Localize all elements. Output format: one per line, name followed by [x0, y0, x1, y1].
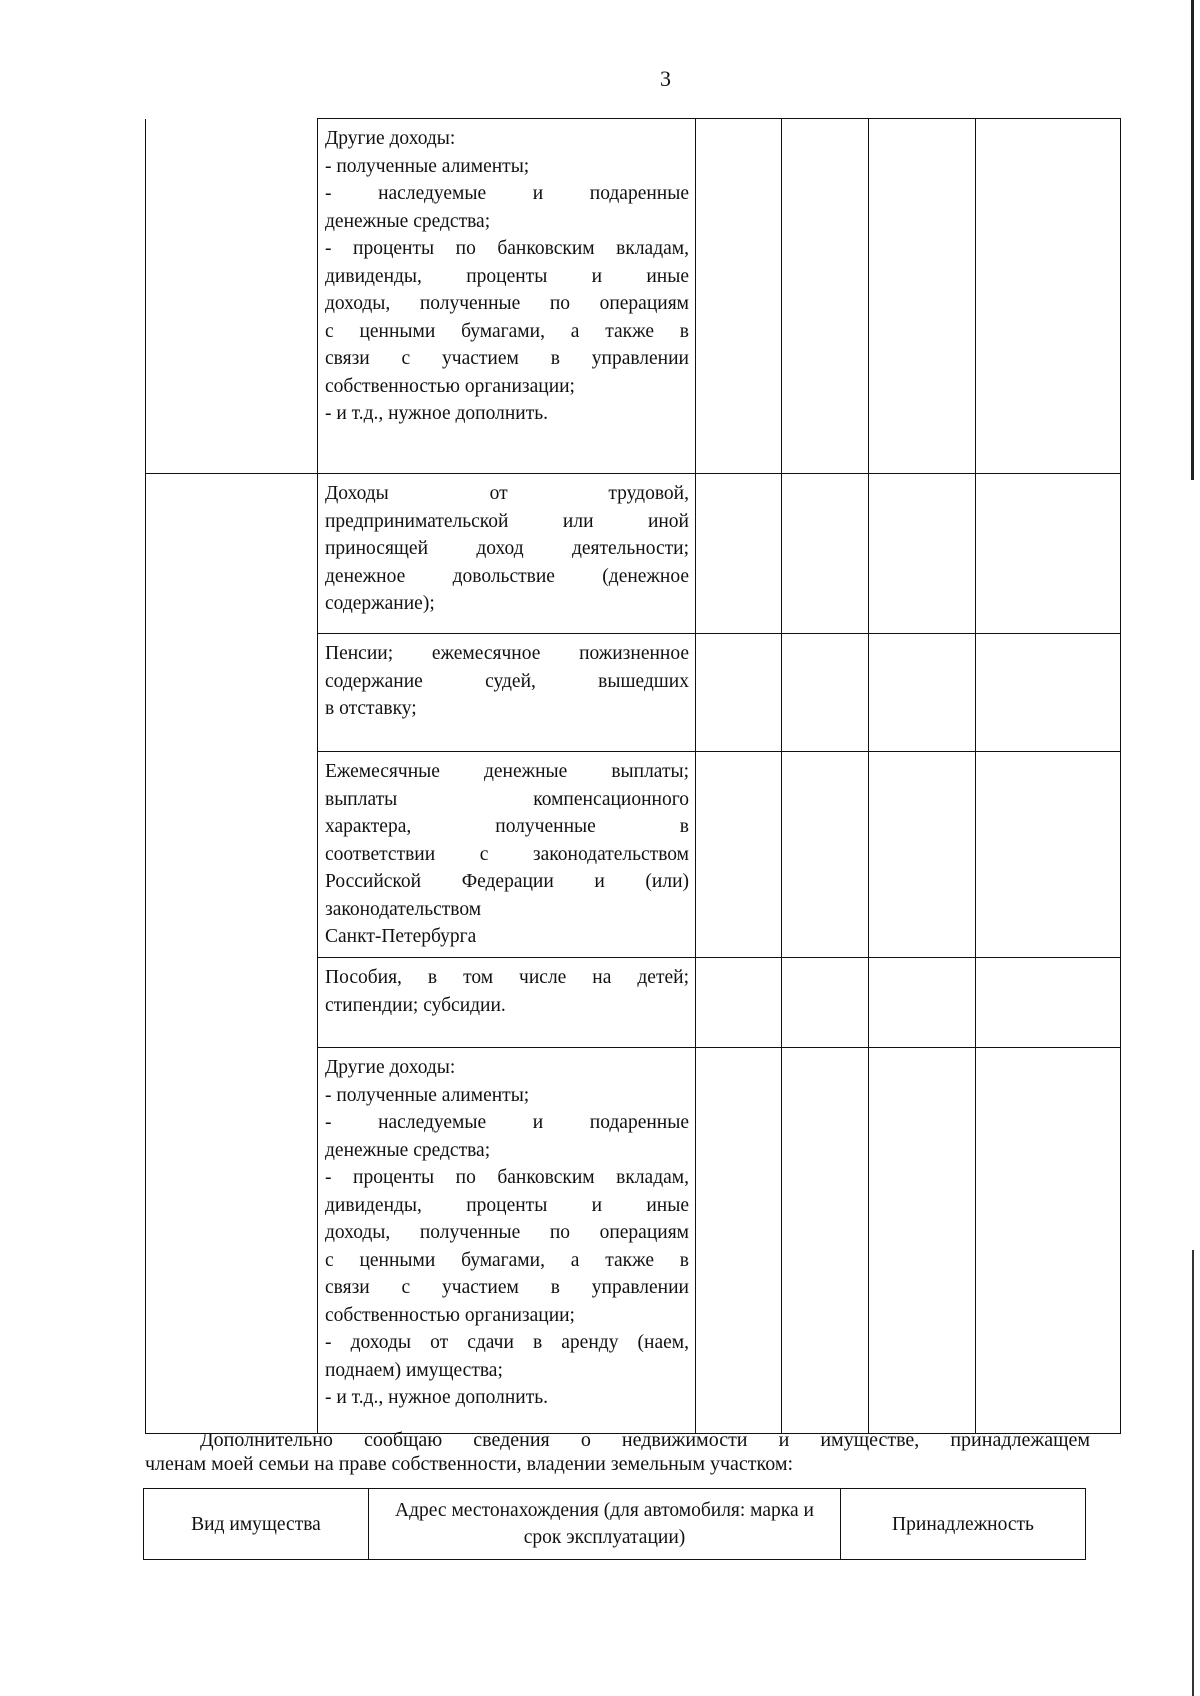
income-type-line: связи с участием в управлении [325, 348, 689, 369]
income-type-line: выплаты компенсационного [325, 788, 689, 810]
income-type-cell [318, 1048, 696, 1434]
income-table [145, 118, 1121, 1434]
value-cell[interactable] [869, 752, 976, 958]
value-cell[interactable] [696, 634, 782, 752]
income-type-cell [318, 119, 696, 474]
paragraph-line: Дополнительно сообщаю сведения о недвижимости и имуществе, принадлежащем [200, 1429, 1090, 1451]
property-header-row [144, 1489, 1086, 1560]
value-cell[interactable] [869, 119, 976, 474]
income-type-line: соответствии с законодательством [325, 843, 689, 865]
income-row [146, 119, 1121, 474]
income-type-cell [318, 752, 696, 958]
income-type-line: приносящей доход деятельности; [325, 538, 689, 559]
income-row [146, 474, 1121, 634]
income-type-line: - доходы от сдачи в аренду (наем, [325, 1332, 689, 1353]
value-cell[interactable] [782, 1048, 869, 1434]
value-cell[interactable] [976, 1048, 1121, 1434]
value-cell[interactable] [782, 958, 869, 1048]
value-cell[interactable] [869, 474, 976, 634]
property-table [143, 1488, 1086, 1560]
value-cell[interactable] [976, 752, 1121, 958]
paragraph-line: членам моей семьи на праве собственности, владении земельным участком: [145, 1453, 794, 1475]
property-address-header: Адрес местонахождения (для автомобиля: марка и срок эксплуатации) [369, 1489, 841, 1560]
income-type-line: содержание); [325, 593, 435, 614]
income-type-line: Другие доходы: [325, 1057, 456, 1078]
income-type-line: предпринимательской или иной [325, 510, 689, 532]
income-type-line: стипендии; субсидии. [325, 994, 506, 1016]
income-type-line: Пособия, в том числе на детей; [325, 967, 689, 988]
income-type-line: дивиденды, проценты и иные [325, 265, 689, 287]
scan-edge-lower [1192, 1250, 1194, 1696]
income-type-line: с ценными бумагами, а также в [325, 1249, 689, 1271]
income-type-line: Санкт-Петербурга [325, 926, 477, 947]
income-type-line: - полученные алименты; [325, 1084, 530, 1106]
income-type-line: - проценты по банковским вкладам, [325, 238, 689, 259]
value-cell[interactable] [696, 752, 782, 958]
income-type-line: собственностью организации; [325, 375, 575, 397]
value-cell[interactable] [976, 958, 1121, 1048]
value-cell[interactable] [782, 119, 869, 474]
value-cell[interactable] [696, 474, 782, 634]
income-type-line: - наследуемые и подаренные [325, 183, 689, 204]
scan-edge [1191, 0, 1194, 480]
value-cell[interactable] [782, 474, 869, 634]
income-type-line: Ежемесячные денежные выплаты; [325, 761, 689, 782]
owner-cell [146, 474, 318, 1434]
value-cell[interactable] [696, 1048, 782, 1434]
value-cell[interactable] [976, 634, 1121, 752]
value-cell[interactable] [869, 958, 976, 1048]
value-cell[interactable] [869, 1048, 976, 1434]
income-type-cell [318, 958, 696, 1048]
value-cell[interactable] [696, 958, 782, 1048]
owner-cell [146, 119, 318, 474]
income-type-line: - проценты по банковским вкладам, [325, 1167, 689, 1188]
income-type-cell [318, 474, 696, 634]
income-type-line: с ценными бумагами, а также в [325, 320, 689, 342]
property-owner-header: Принадлежность [841, 1489, 1086, 1560]
income-type-line: доходы, полученные по операциям [325, 293, 689, 314]
property-type-header: Вид имущества [144, 1489, 369, 1560]
income-type-line: поднаем) имущества; [325, 1359, 503, 1381]
income-type-line: содержание судей, вышедших [325, 670, 689, 692]
income-type-line: в отставку; [325, 698, 417, 719]
income-type-line: связи с участием в управлении [325, 1277, 689, 1298]
value-cell[interactable] [976, 119, 1121, 474]
income-type-line: дивиденды, проценты и иные [325, 1194, 689, 1216]
additional-info-paragraph [145, 1428, 1090, 1476]
income-type-line: доходы, полученные по операциям [325, 1222, 689, 1243]
income-type-line: Доходы от трудовой, [325, 483, 689, 504]
page-number: 3 [660, 66, 671, 91]
income-type-line: денежные средства; [325, 1139, 491, 1161]
income-type-cell [318, 634, 696, 752]
income-type-line: - наследуемые и подаренные [325, 1112, 689, 1133]
income-type-line: денежные средства; [325, 210, 491, 232]
income-type-line: законодательством [325, 898, 482, 920]
income-type-line: собственностью организации; [325, 1304, 575, 1326]
income-type-line: Российской Федерации и (или) [325, 871, 689, 892]
value-cell[interactable] [782, 752, 869, 958]
income-type-line: характера, полученные в [325, 816, 689, 837]
income-type-line: денежное довольствие (денежное [325, 565, 689, 587]
value-cell[interactable] [869, 634, 976, 752]
income-type-line: Другие доходы: [325, 128, 456, 149]
value-cell[interactable] [976, 474, 1121, 634]
income-type-line: Пенсии; ежемесячное пожизненное [325, 643, 689, 664]
value-cell[interactable] [696, 119, 782, 474]
value-cell[interactable] [782, 634, 869, 752]
income-type-line: - и т.д., нужное дополнить. [325, 403, 549, 424]
income-type-line: - полученные алименты; [325, 155, 530, 177]
income-type-line: - и т.д., нужное дополнить. [325, 1387, 549, 1408]
